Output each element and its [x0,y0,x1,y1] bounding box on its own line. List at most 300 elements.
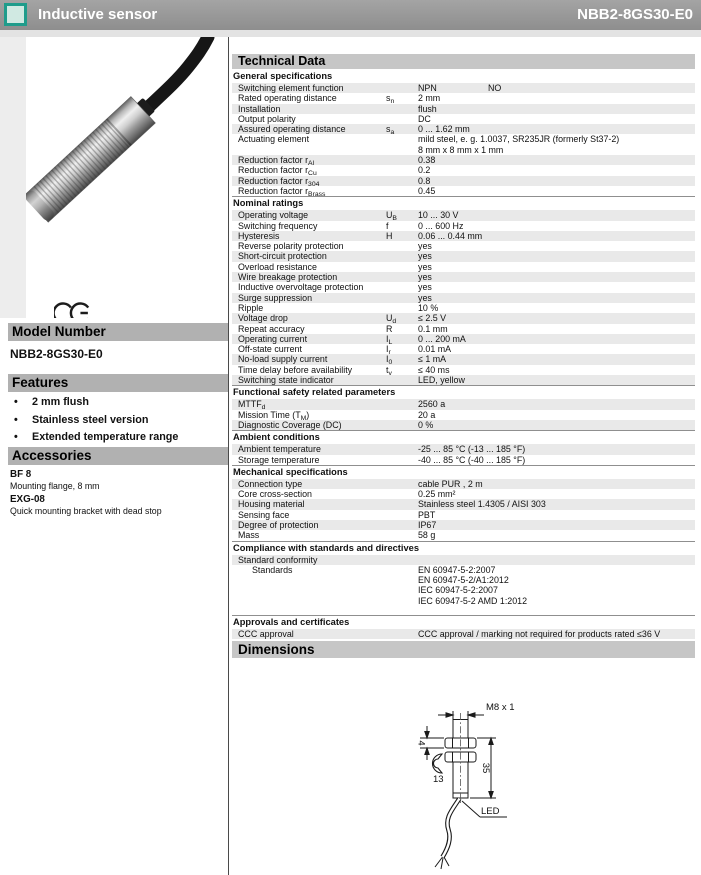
spec-label-subscript: d [261,404,266,412]
spec-value [418,155,695,165]
wrench-icon [433,754,442,773]
spec-label-text: Ripple [238,302,264,313]
spec-value-text: NPN [418,83,437,93]
spec-label [238,364,389,375]
nut-height-label: 4 [415,740,427,746]
spec-label [238,324,386,334]
spec-row [232,420,695,430]
spec-label-subscript: Al [308,160,315,168]
spec-symbol [386,410,418,420]
spec-row [232,124,695,137]
spec-row [232,334,695,344]
spec-row [232,375,695,385]
spec-label-text: Reduction factor r [238,175,309,186]
product-photo-box [26,37,228,318]
spec-symbol-text: R [386,323,393,334]
spec-row [232,104,695,114]
spec-label-text: Rated operating distance [238,93,337,104]
spec-label [238,241,386,251]
spec-value-line: IEC 60947-5-2 AMD 1:2012 [418,595,528,606]
accessories-list [10,467,228,516]
accessories-heading: Accessories [8,447,228,465]
feature-item: • Extended temperature range [8,429,228,447]
spec-value-text: ≤ 2.5 V [418,313,447,324]
spec-value-text: 0 % [418,419,434,430]
model-number-heading: Model Number [8,323,228,341]
spec-value-text: 2560 a [418,399,446,410]
spec-symbol [386,520,418,530]
spec-section-header: Functional safety related parameters [232,385,695,399]
spec-symbol-subscript: 0 [388,359,393,367]
spec-label [238,114,386,124]
spec-label [238,262,386,272]
spec-value [418,272,695,282]
spec-label-text: Installation [238,103,281,114]
spec-label-text: Short-circuit protection [238,251,327,262]
product-type-title: Inductive sensor [38,6,158,23]
spec-symbol-subscript: d [392,318,397,326]
spec-value [418,282,695,292]
spec-value [418,114,695,124]
spec-value-text: -40 ... 85 °C (-40 ... 185 °F) [418,454,526,465]
spec-symbol [386,134,418,155]
spec-row [232,344,695,357]
spec-value-line: EN 60947-5-2/A1:2012 [418,575,509,586]
spec-label-text: Overload resistance [238,261,317,272]
spec-row [232,455,695,465]
spec-label-text: Storage temperature [238,454,320,465]
spec-row [232,530,695,540]
sensor-body [26,91,161,223]
spec-value [418,565,695,606]
spec-label [238,354,389,365]
spec-symbol [386,165,418,175]
spec-value [418,455,695,465]
spec-label [238,499,386,509]
spec-value [418,520,695,530]
spec-section-header: Nominal ratings [232,196,695,210]
spec-value-text: LED, yellow [418,375,465,386]
spec-label-subscript: Brass [308,190,326,198]
spec-value [418,375,695,385]
spec-value-text: 0.01 mA [418,344,452,355]
spec-value-text: Stainless steel 1.4305 / AISI 303 [418,499,546,510]
spec-row [232,489,695,499]
spec-label [238,479,386,489]
spec-value-text: 0.25 mm² [418,489,456,500]
spec-row [232,293,695,303]
spec-value [418,83,695,93]
spec-label-text: Switching element function [238,83,344,93]
spec-label-subscript: Cu [308,170,317,178]
spec-label-text: Wire breakage protection [238,272,338,283]
spec-label-text: Standards [252,564,293,575]
spec-label [238,155,386,168]
spec-symbol-text: t [386,364,389,375]
spec-row [232,241,695,251]
spec-section [232,615,695,639]
spec-symbol-subscript: a [390,129,395,137]
accessory-name: BF 8 [10,469,32,480]
header-shadow-strip [0,30,701,37]
spec-label [238,520,386,530]
spec-label-text: Inductive overvoltage protection [238,282,364,293]
spec-label [238,124,386,134]
spec-symbol [386,444,418,454]
spec-row [232,262,695,272]
spec-value [418,241,695,251]
spec-label [238,186,386,196]
spec-value-text: 0 ... 200 mA [418,333,466,344]
spec-symbol [386,176,418,186]
spec-label [238,313,386,323]
spec-label [238,282,386,292]
spec-section-header: Compliance with standards and directives [232,541,695,555]
spec-row [232,114,695,124]
spec-symbol-text: I [386,333,389,344]
spec-label [238,555,386,565]
spec-value-text: 10 % [418,302,439,313]
spec-symbol [386,399,418,409]
spec-symbol [386,530,418,540]
spec-label [238,231,386,241]
spec-label [238,165,386,178]
spec-symbol [386,124,418,137]
spec-value [418,420,695,430]
spec-label [238,489,386,499]
spec-label-text: MTTF [238,399,262,410]
spec-value-text: yes [418,251,432,262]
spec-symbol [386,293,418,303]
spec-value [418,176,695,186]
spec-row [232,410,695,420]
spec-value-text: 58 g [418,530,436,541]
spec-value [418,251,695,261]
spec-label-text: Reduction factor r [238,185,309,196]
spec-value [418,221,695,231]
spec-value-text: 0.1 mm [418,323,448,334]
spec-row [232,155,695,168]
spec-row [232,282,695,292]
spec-label-text: Connection type [238,478,303,489]
spec-label-text: Output polarity [238,113,296,124]
spec-row [232,210,695,223]
spec-label [238,344,389,355]
spec-row [232,313,695,326]
spec-label-text: Hysteresis [238,230,280,241]
spec-row [232,499,695,509]
spec-symbol [386,210,418,223]
spec-row [232,565,695,606]
spec-section-header: Ambient conditions [232,430,695,444]
led-label: LED [481,806,500,817]
spec-label-text: Standard conformity [238,554,318,565]
spec-label-text: Assured operating distance [238,124,346,135]
spec-row [232,231,695,241]
spec-label [238,333,389,344]
spec-label [238,176,386,186]
brand-square-icon [4,3,27,26]
spec-label-subscript: 304 [308,180,320,188]
spec-symbol-subscript: n [390,98,395,106]
spec-symbol [386,231,418,241]
spec-symbol [386,365,418,375]
spec-symbol [386,262,418,272]
spec-label [238,410,386,420]
feature-item: • 2 mm flush [8,394,228,412]
spec-label-text: Switching frequency [238,220,318,231]
spec-value [418,410,695,420]
spec-symbol-subscript: B [392,215,397,223]
spec-value [418,365,695,375]
dimension-drawing [413,696,613,874]
spec-symbol [386,375,418,385]
spec-value [418,510,695,520]
spec-label-text: Repeat accuracy [238,323,305,334]
technical-data-heading: Technical Data [232,54,695,69]
spec-label [238,251,386,261]
spec-value [418,93,695,103]
spec-value-line: 8 mm x 8 mm x 1 mm [418,144,504,155]
spec-value-text: IP67 [418,519,437,530]
spec-label [238,93,386,103]
features-heading: Features [8,374,228,392]
spec-value-secondary: NO [488,83,502,93]
spec-label-text: Off-state current [238,344,302,355]
spec-section-header: Approvals and certificates [232,615,695,629]
spec-row [232,93,695,106]
spec-row [232,444,695,454]
body-length-label: 35 [480,762,491,774]
spec-label [238,444,386,454]
spec-label-text: Operating voltage [238,210,309,221]
spec-label [238,83,386,93]
spec-section [232,196,695,385]
spec-symbol [386,344,418,357]
spec-value [418,489,695,499]
dimension-lines [420,711,507,869]
spec-row [232,165,695,178]
spec-label-text: Voltage drop [238,313,288,324]
spec-value [418,354,695,364]
accessory-description: Mounting flange, 8 mm [10,481,100,491]
spec-symbol [386,489,418,499]
spec-symbol [386,324,418,334]
spec-value-line: EN 60947-5-2:2007 [418,564,496,575]
spec-symbol [386,510,418,520]
spec-value-text: 2 mm [418,93,441,104]
spec-symbol [386,241,418,251]
spec-label-text: Time delay before availability [238,364,353,375]
spec-symbol [386,104,418,114]
spec-value-text: ≤ 40 ms [418,364,450,375]
spec-value [418,186,695,196]
drawing-cable [443,799,460,858]
spec-value-text: -25 ... 85 °C (-13 ... 185 °F) [418,444,526,455]
spec-value [418,313,695,323]
spec-value-text: 0 ... 1.62 mm [418,124,470,135]
spec-label-text: Mass [238,530,260,541]
spec-symbol [386,629,418,639]
spec-section-header: Mechanical specifications [232,465,695,479]
thread-size-label: M8 x 1 [486,702,515,713]
spec-value-text: cable PUR , 2 m [418,478,483,489]
spec-section [232,430,695,465]
spec-value-text: 10 ... 30 V [418,210,459,221]
spec-symbol [386,186,418,196]
spec-symbol-subscript: r [388,349,391,357]
spec-value [418,293,695,303]
spec-label-text: Switching state indicator [238,375,334,386]
spec-value-text: yes [418,282,432,293]
spec-value [418,344,695,354]
column-divider [228,37,229,875]
product-photo [26,37,228,318]
spec-value-text: 0.2 [418,165,431,176]
spec-row [232,83,695,93]
spec-label [238,134,386,155]
spec-label-end: ) [306,409,310,420]
spec-value-text: yes [418,241,432,252]
spec-label-text: CCC approval [238,629,294,640]
features-list [8,394,228,447]
spec-symbol-text: U [386,313,393,324]
spec-symbol-text: H [386,230,393,241]
spec-symbol [386,221,418,231]
spec-row [232,134,695,155]
spec-symbol [386,282,418,292]
spec-label [238,399,386,412]
spec-label-text: Core cross-section [238,489,312,500]
spec-row [232,555,695,565]
spec-value [418,303,695,313]
spec-symbol-text: s [386,124,391,135]
spec-label-text: No-load supply current [238,354,328,365]
spec-label [238,104,386,114]
spec-value-text: PBT [418,509,436,520]
spec-label [238,530,386,540]
header-model-number: NBB2-8GS30-E0 [577,6,693,23]
spec-value [418,104,695,114]
spec-section [232,465,695,541]
spec-symbol [386,272,418,282]
spec-label [238,510,386,520]
spec-symbol-subscript: v [388,369,392,377]
dimensions-heading: Dimensions [232,641,695,658]
spec-symbol [386,114,418,124]
spec-row [232,251,695,261]
spec-label-text: Surge suppression [238,292,313,303]
sensor-cable [142,37,208,113]
spec-value-text: 0.8 [418,175,431,186]
spec-label-text: Diagnostic Coverage (DC) [238,419,342,430]
spec-label-subscript: M [300,414,307,422]
spec-label-text: Housing material [238,499,305,510]
photo-margin [0,37,26,318]
spec-value [418,629,695,639]
spec-symbol [386,479,418,489]
spec-label [238,210,386,220]
spec-section [232,70,695,196]
spec-symbol-text: I [386,354,389,365]
spec-value [418,324,695,334]
spec-symbol [386,455,418,465]
spec-label-text: Reduction factor r [238,165,309,176]
spec-label-text: Sensing face [238,509,290,520]
ce-mark-icon [54,299,92,318]
spec-value-text: CCC approval / marking not required for products rated ≤36 V [418,629,661,640]
spec-row [232,186,695,196]
spec-symbol [386,565,418,606]
spec-value [418,555,695,565]
spec-label [238,629,386,639]
spec-section [232,385,695,430]
spec-symbol [386,313,418,326]
spec-value-line: mild steel, e. g. 1.0037, SR235JR (formerly St37-2) [418,134,620,145]
spec-symbol [386,155,418,165]
spec-row [232,272,695,282]
spec-value-text: yes [418,272,432,283]
spec-row [232,510,695,520]
spec-value-text: flush [418,103,437,114]
spec-symbol-text: I [386,344,389,355]
spec-label [238,220,389,231]
spec-value [418,165,695,175]
spec-symbol [386,83,418,93]
spec-label [238,565,386,606]
spec-row [232,324,695,334]
spec-value-text: 0.38 [418,155,436,166]
spec-value-text: DC [418,113,431,124]
spec-symbol [386,354,418,367]
spec-row [232,365,695,375]
spec-symbol [386,420,418,430]
spec-value-text: yes [418,292,432,303]
spec-row [232,520,695,530]
spec-value-text: 20 a [418,409,436,420]
spec-label [238,303,386,313]
spec-value-text: 0.45 [418,185,436,196]
spec-symbol-subscript: L [388,338,393,346]
spec-symbol [386,334,418,344]
technical-data-table [232,70,695,639]
spec-symbol [386,499,418,509]
spec-row [232,629,695,639]
spec-value [418,124,695,134]
spec-label [238,375,386,385]
spec-value [418,530,695,540]
spec-label-text: Operating current [238,333,308,344]
spec-label [238,272,386,282]
spec-value [418,399,695,409]
spec-row [232,354,695,367]
spec-label-text: Degree of protection [238,519,319,530]
spec-label-text: Actuating element [238,134,310,145]
spec-value-text: yes [418,261,432,272]
spec-value-text: 0 ... 600 Hz [418,220,464,231]
spec-section [232,541,695,606]
spec-section-header: General specifications [233,71,333,81]
spec-value [418,444,695,454]
spec-value-text: 0.06 ... 0.44 mm [418,230,483,241]
spec-symbol-text: f [386,220,389,231]
page-header [0,0,701,30]
spec-label [238,455,386,465]
spec-symbol [386,555,418,565]
spec-label [238,420,386,430]
spec-value [418,262,695,272]
spec-symbol [386,93,418,106]
